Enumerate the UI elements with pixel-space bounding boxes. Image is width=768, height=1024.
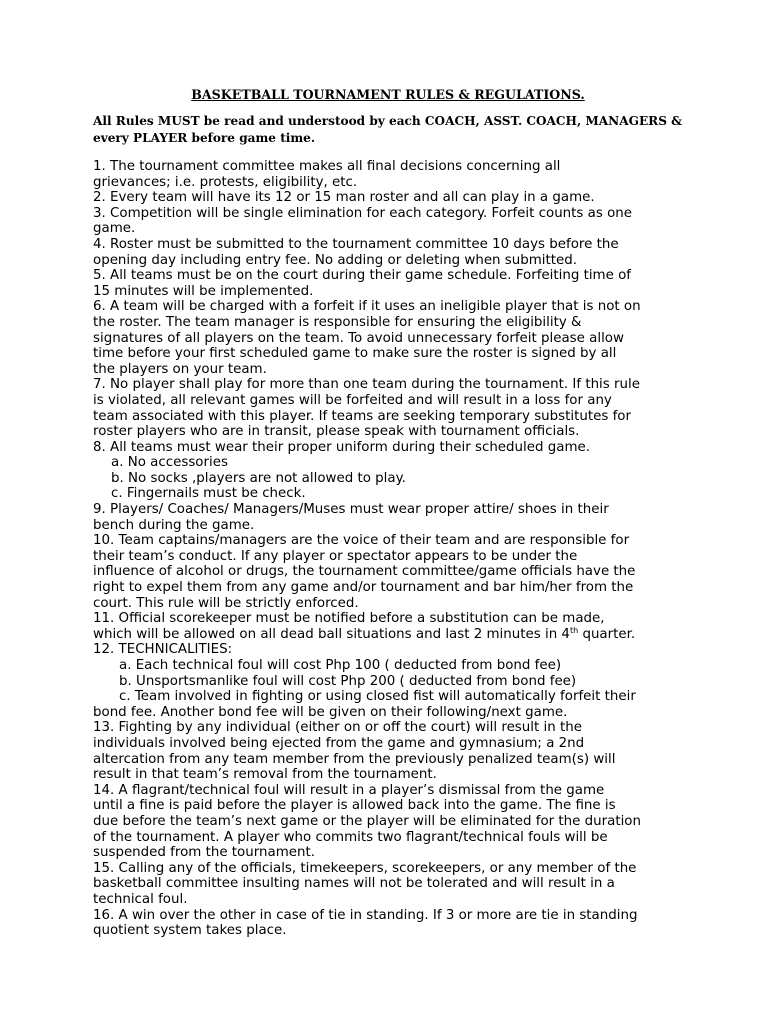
rule-line: 16. A win over the other in case of tie in standing. If 3 or more are tie in standing: [93, 907, 638, 923]
sub-item: a. Each technical foul will cost Php 100 ( deducted from bond fee): [119, 658, 562, 673]
rule-line: 3. Competition will be single elimination for each category. Forfeit counts as one: [93, 205, 633, 221]
rule-line: 13. Fighting by any individual (either on or off the court) will result in the: [93, 720, 582, 736]
rule-line: 15 minutes will be implemented.: [93, 283, 314, 299]
rule-line: 5. All teams must be on the court during their game schedule. Forfeiting time of: [93, 268, 631, 284]
sub-item: c. Fingernails must be check.: [111, 486, 306, 502]
rule-line: [93, 627, 683, 643]
rule-line: basketball committee insulting names will not be tolerated and will result in a: [93, 876, 615, 892]
rule-line: 10. Team captains/managers are the voice of their team and are responsible for: [93, 533, 630, 549]
rule-line: 8. All teams must wear their proper uniform during their scheduled game.: [93, 439, 590, 455]
rule-line: 1. The tournament committee makes all final decisions concerning all: [93, 159, 561, 174]
rule-line: 9. Players/ Coaches/ Managers/Muses must wear proper attire/ shoes in their: [93, 502, 609, 518]
rule-line: 7. No player shall play for more than one team during the tournament. If this rule: [93, 377, 640, 393]
intro-text: [93, 113, 683, 147]
rule-line: 12. TECHNICALITIES:: [93, 642, 233, 658]
rule-line: result in that team’s removal from the tournament.: [93, 767, 437, 783]
rule-line: influence of alcohol or drugs, the tournament committee/game officials have the: [93, 564, 636, 580]
rules-list: [93, 159, 683, 939]
rule-line: due before the team’s next game or the player will be eliminated for the duration: [93, 813, 641, 829]
rule-line: 11. Official scorekeeper must be notified before a substitution can be made,: [93, 611, 605, 627]
rule-line: 15. Calling any of the officials, timekeepers, scorekeepers, or any member of the: [93, 860, 637, 876]
rule-line: suspended from the tournament.: [93, 845, 315, 861]
rule-line: the roster. The team manager is responsible for ensuring the eligibility &: [93, 314, 582, 330]
rule-line: team associated with this player. If teams are seeking temporary substitutes for: [93, 408, 631, 424]
rule-line: opening day including entry fee. No adding or deleting when submitted.: [93, 252, 578, 268]
sub-item: b. Unsportsmanlike foul will cost Php 200 ( deducted from bond fee): [119, 673, 577, 689]
rule-line: bench during the game.: [93, 517, 255, 533]
rule-line: court. This rule will be strictly enforced.: [93, 595, 359, 611]
rule-line: time before your first scheduled game to make sure the roster is signed by all: [93, 346, 617, 362]
rule-line: right to expel them from any game and/or tournament and bar him/her from the: [93, 580, 634, 596]
intro-line: All Rules MUST be read and understood by each COACH, ASST. COACH, MANAGERS &: [93, 114, 683, 128]
rule-line: grievances; i.e. protests, eligibility, etc.: [93, 174, 358, 190]
rule-line: technical foul.: [93, 891, 188, 907]
intro-line: every PLAYER before game time.: [93, 131, 316, 145]
rule-line: is violated, all relevant games will be forfeited and will result in a loss for any: [93, 392, 612, 408]
rule-line: 2. Every team will have its 12 or 15 man roster and all can play in a game.: [93, 190, 595, 206]
rule-line: altercation from any team member from the previously penalized team(s) will: [93, 751, 616, 767]
superscript: th: [569, 625, 579, 635]
document-page: [93, 86, 683, 939]
rule-line: quotient system takes place.: [93, 923, 287, 939]
document-title: BASKETBALL TOURNAMENT RULES & REGULATIONS.: [191, 87, 585, 102]
rule-line: the players on your team.: [93, 361, 267, 377]
rule-line: game.: [93, 221, 136, 237]
rule-line: 4. Roster must be submitted to the tournament committee 10 days before the: [93, 236, 619, 252]
rule-line: individuals involved being ejected from the game and gymnasium; a 2nd: [93, 735, 585, 751]
sub-item: c. Team involved in fighting or using closed fist will automatically forfeit their: [119, 689, 636, 705]
rule-line-text: which will be allowed on all dead ball situations and last 2 minutes in 4: [93, 626, 570, 642]
sub-item: a. No accessories: [111, 455, 228, 471]
rule-line: of the tournament. A player who commits two flagrant/technical fouls will be: [93, 829, 608, 845]
sub-item: b. No socks ,players are not allowed to play.: [111, 470, 406, 486]
rule-line: their team’s conduct. If any player or spectator appears to be under the: [93, 548, 578, 564]
rule-line-text: quarter.: [578, 626, 636, 642]
rule-line: bond fee. Another bond fee will be given on their following/next game.: [93, 704, 568, 720]
rule-line: 6. A team will be charged with a forfeit if it uses an ineligible player that is not on: [93, 299, 641, 315]
rule-line: signatures of all players on the team. To avoid unnecessary forfeit please allow: [93, 330, 624, 346]
rule-line: 14. A flagrant/technical foul will result in a player’s dismissal from the game: [93, 782, 605, 798]
rule-line: until a fine is paid before the player is allowed back into the game. The fine is: [93, 798, 616, 814]
rule-line: roster players who are in transit, please speak with tournament officials.: [93, 424, 580, 440]
